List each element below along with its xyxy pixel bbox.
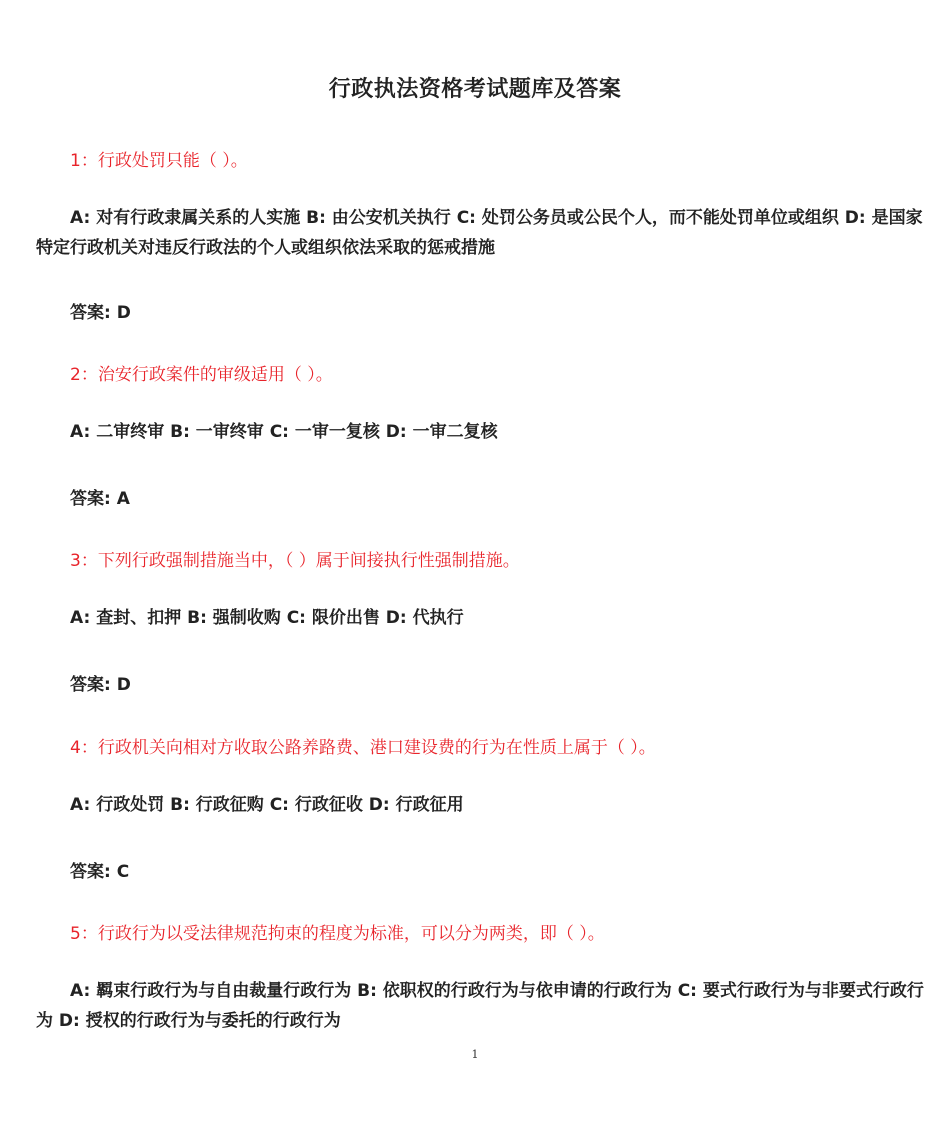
question-5-stem: 5：行政行为以受法律规范拘束的程度为标准，可以分为两类，即（ ）。 xyxy=(70,924,605,944)
question-3-answer: 答案: D xyxy=(70,675,131,695)
question-3-stem: 3：下列行政强制措施当中，（ ）属于间接执行性强制措施。 xyxy=(70,551,520,571)
question-2-answer: 答案: A xyxy=(70,489,130,509)
document-title: 行政执法资格考试题库及答案 xyxy=(328,77,622,102)
question-2-options: A: 二审终审 B: 一审终审 C: 一审一复核 D: 一审二复核 xyxy=(70,422,498,442)
question-4-answer: 答案: C xyxy=(70,862,130,882)
question-1-answer: 答案: D xyxy=(70,303,131,323)
question-1-options: A: 对有行政隶属关系的人实施 B: 由公安机关执行 C: 处罚公务员或公民个人，而不能处罚单位或组织 D: 是国家特定行政机关对违反行政法的个人或组织依法采取的惩戒措施 xyxy=(36,208,923,258)
question-5-options: A: 羁束行政行为与自由裁量行政行为 B: 依职权的行政行为与依申请的行政行为 C: 要式行政行为与非要式行政行为 D: 授权的行政行为与委托的行政行为 xyxy=(36,981,924,1031)
question-3-options: A: 查封、扣押 B: 强制收购 C: 限价出售 D: 代执行 xyxy=(70,608,464,628)
page-number: 1 xyxy=(471,1048,479,1061)
question-4-stem: 4：行政机关向相对方收取公路养路费、港口建设费的行为在性质上属于（ ）。 xyxy=(70,738,656,758)
question-4-options: A: 行政处罚 B: 行政征购 C: 行政征收 D: 行政征用 xyxy=(70,795,464,815)
question-1-stem: 1：行政处罚只能（ ）。 xyxy=(70,151,248,171)
question-2-stem: 2：治安行政案件的审级适用（ ）。 xyxy=(70,365,333,385)
